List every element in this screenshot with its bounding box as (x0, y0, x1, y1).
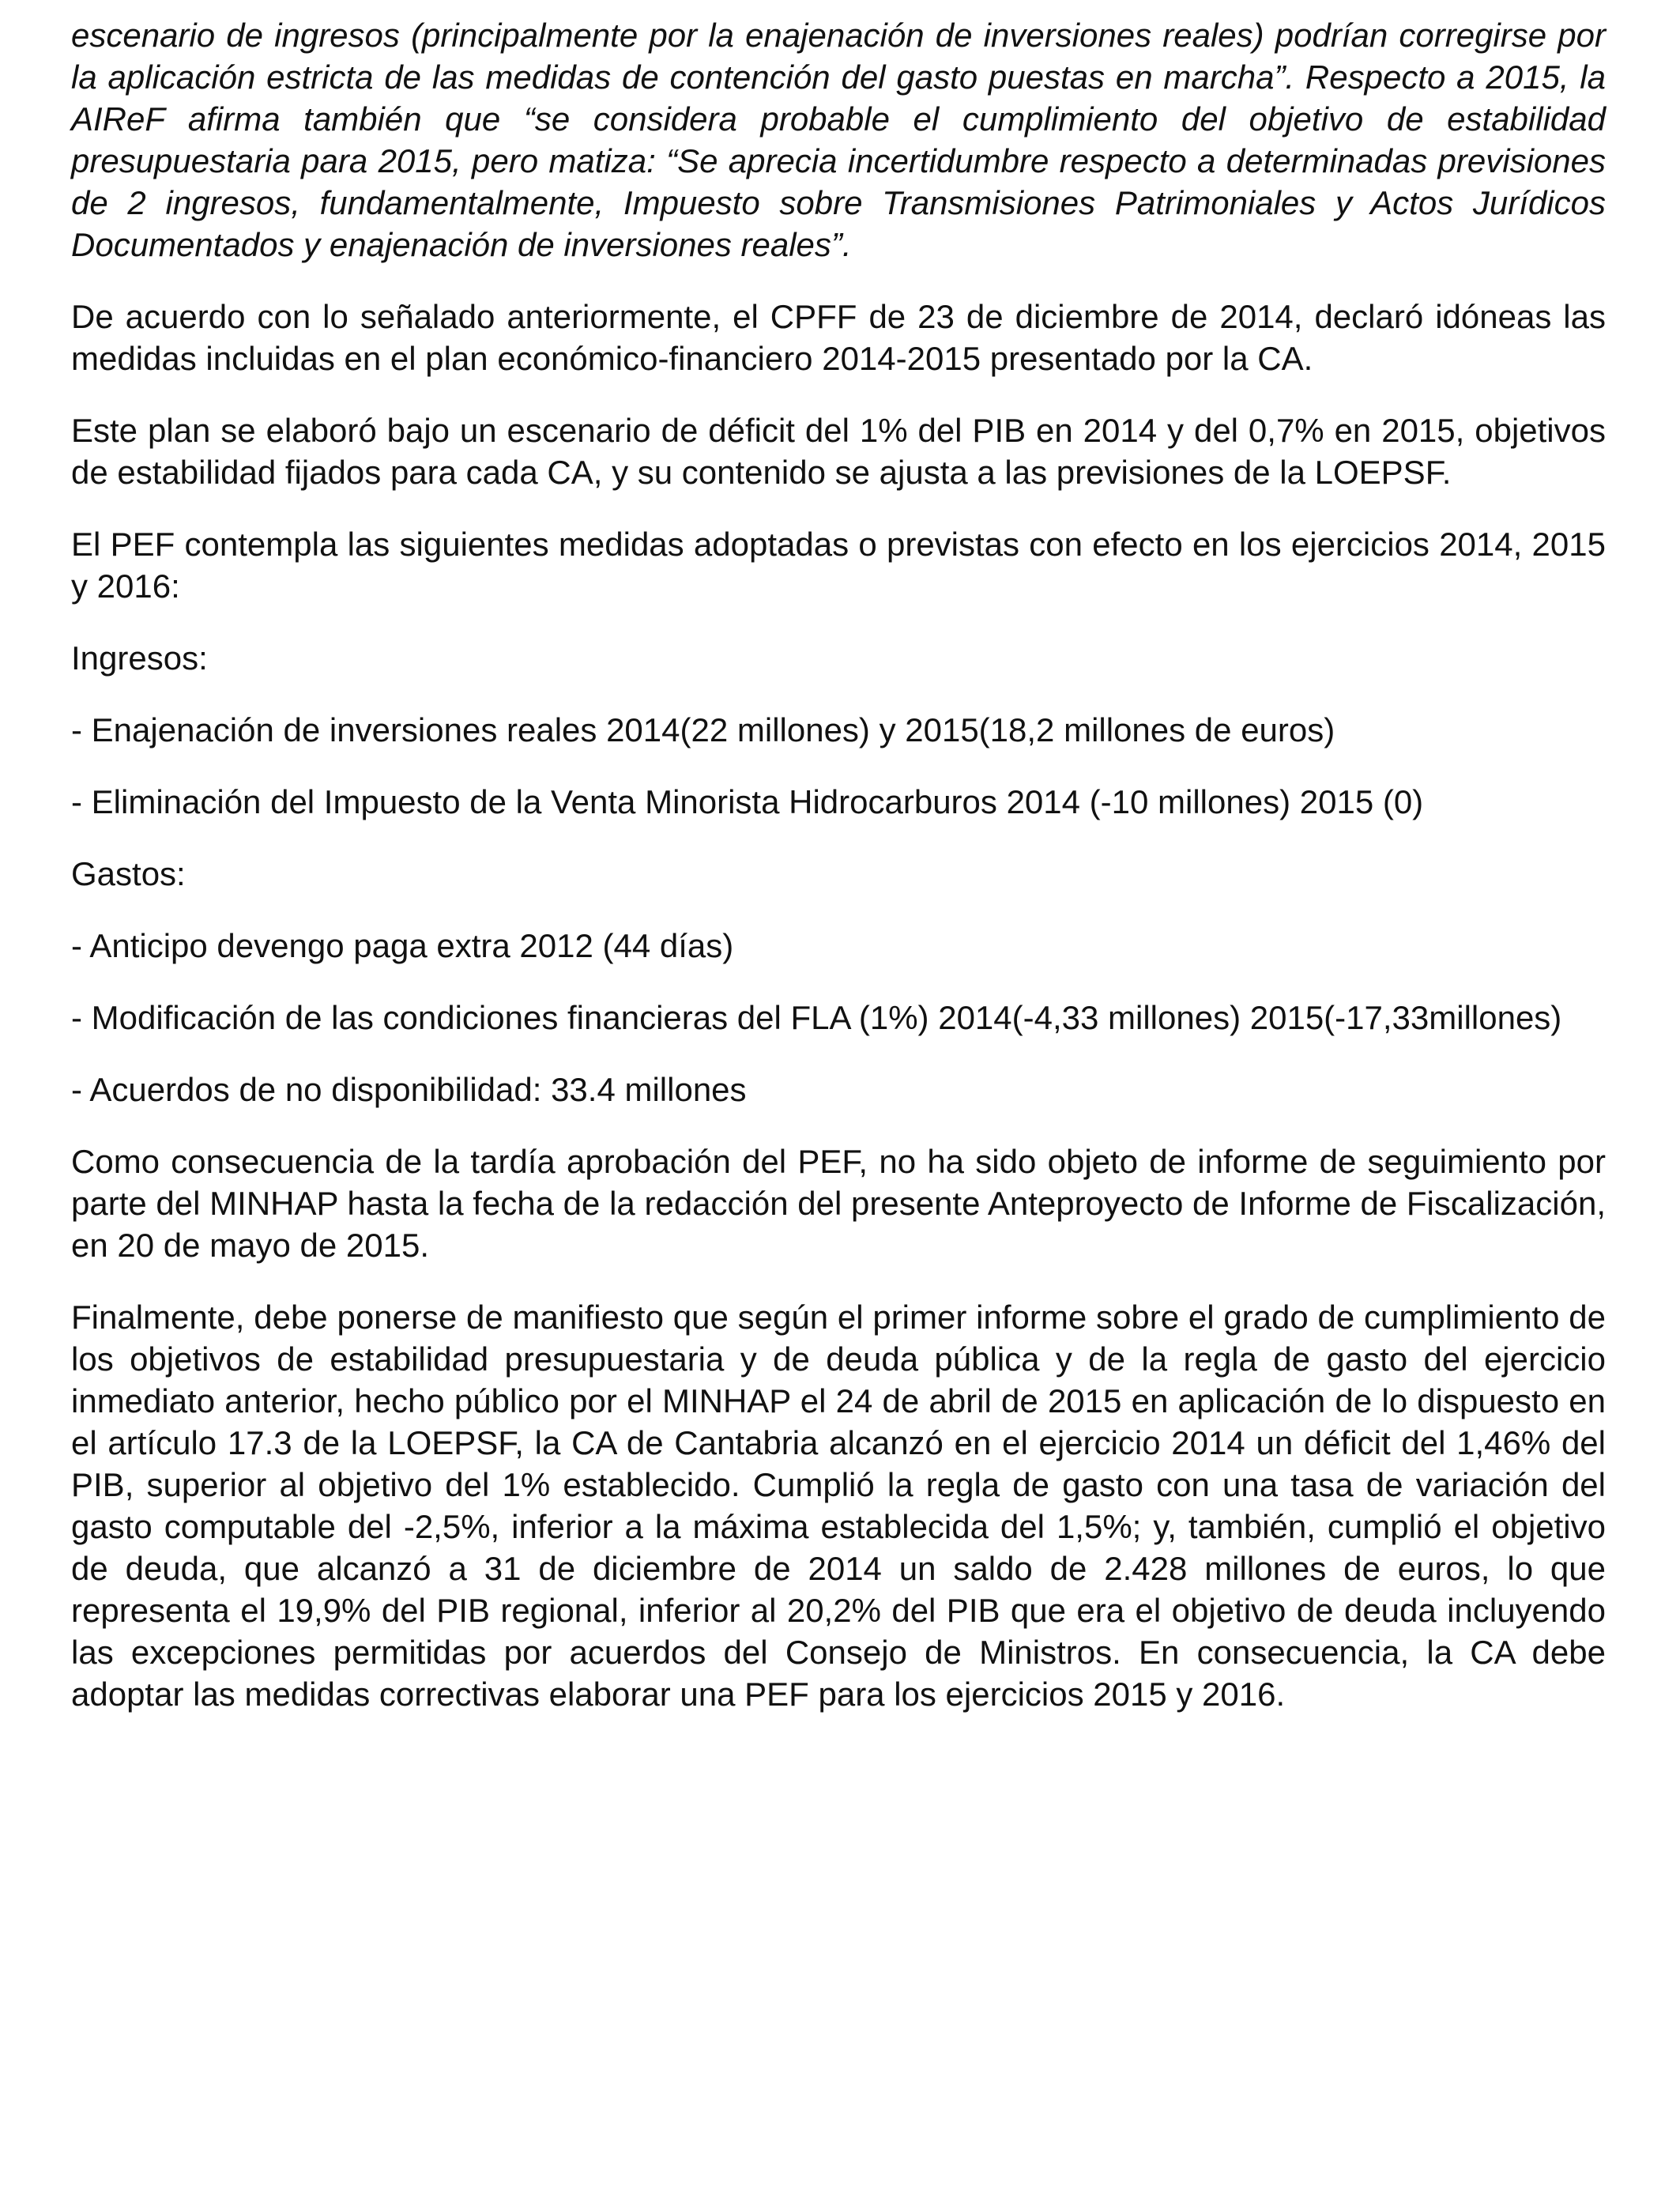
paragraph-cpff-declaration: De acuerdo con lo señalado anteriormente, el CPFF de 23 de diciembre de 2014, declaró idóneas las medidas incluidas en el plan económico-financiero 2014-2015 presentado por la CA. (71, 298, 1606, 377)
paragraph-quote-continuation: escenario de ingresos (principalmente por la enajenación de inversiones reales) podrían corregirse por la aplicación estricta de las medidas de contención del gasto puestas en marcha”. Respecto a 2015, la AIReF afirma también que “se considera probable el cumplimiento del objetivo de estabilidad presupuestaria para 2015, pero matiza: “Se aprecia incertidumbre respecto a determinadas previsiones de 2 ingresos, fundamentalmente, Impuesto sobre Transmisiones Patrimoniales y Actos Jurídicos Documentados y enajenación de inversiones reales”. (71, 17, 1606, 263)
paragraph-final-conclusion: Finalmente, debe ponerse de manifiesto que según el primer informe sobre el grado de cumplimiento de los objetivos de estabilidad presupuestaria y de deuda pública y de la regla de gasto del ejercicio inmediato anterior, hecho público por el MINHAP el 24 de abril de 2015 en aplicación de lo dispuesto en el artículo 17.3 de la LOEPSF, la CA de Cantabria alcanzó en el ejercicio 2014 un déficit del 1,46% del PIB, superior al objetivo del 1% establecido. Cumplió la regla de gasto con una tasa de variación del gasto computable del -2,5%, inferior a la máxima establecida del 1,5%; y, también, cumplió el objetivo de deuda, que alcanzó a 31 de diciembre de 2014 un saldo de 2.428 millones de euros, lo que representa el 19,9% del PIB regional, inferior al 20,2% del PIB que era el objetivo de deuda incluyendo las excepciones permitidas por acuerdos del Consejo de Ministros. En consecuencia, la CA debe adoptar las medidas correctivas elaborar una PEF para los ejercicios 2015 y 2016. (71, 1299, 1606, 1713)
list-item-gastos-2: - Modificación de las condiciones financieras del FLA (1%) 2014(-4,33 millones) 2015(-17,33millones) (71, 999, 1562, 1036)
document-page (71, 14, 1606, 1745)
heading-ingresos: Ingresos: (71, 639, 208, 677)
list-item-ingresos-1: - Enajenación de inversiones reales 2014(22 millones) y 2015(18,2 millones de euros) (71, 711, 1335, 748)
paragraph-pef-measures-intro: El PEF contempla las siguientes medidas adoptadas o previstas con efecto en los ejercicios 2014, 2015 y 2016: (71, 526, 1606, 605)
list-item-gastos-1: - Anticipo devengo paga extra 2012 (44 días) (71, 927, 734, 964)
paragraph-pef-follow-up: Como consecuencia de la tardía aprobación del PEF, no ha sido objeto de informe de seguimiento por parte del MINHAP hasta la fecha de la redacción del presente Anteproyecto de Informe de Fiscalización, en 20 de mayo de 2015. (71, 1143, 1606, 1264)
list-item-gastos-3: - Acuerdos de no disponibilidad: 33.4 millones (71, 1071, 747, 1108)
heading-gastos: Gastos: (71, 855, 186, 892)
list-item-ingresos-2: - Eliminación del Impuesto de la Venta Minorista Hidrocarburos 2014 (-10 millones) 2015 (0) (71, 783, 1424, 820)
paragraph-deficit-scenario: Este plan se elaboró bajo un escenario de déficit del 1% del PIB en 2014 y del 0,7% en 2015, objetivos de estabilidad fijados para cada CA, y su contenido se ajusta a las previsiones de la LOEPSF. (71, 412, 1606, 491)
